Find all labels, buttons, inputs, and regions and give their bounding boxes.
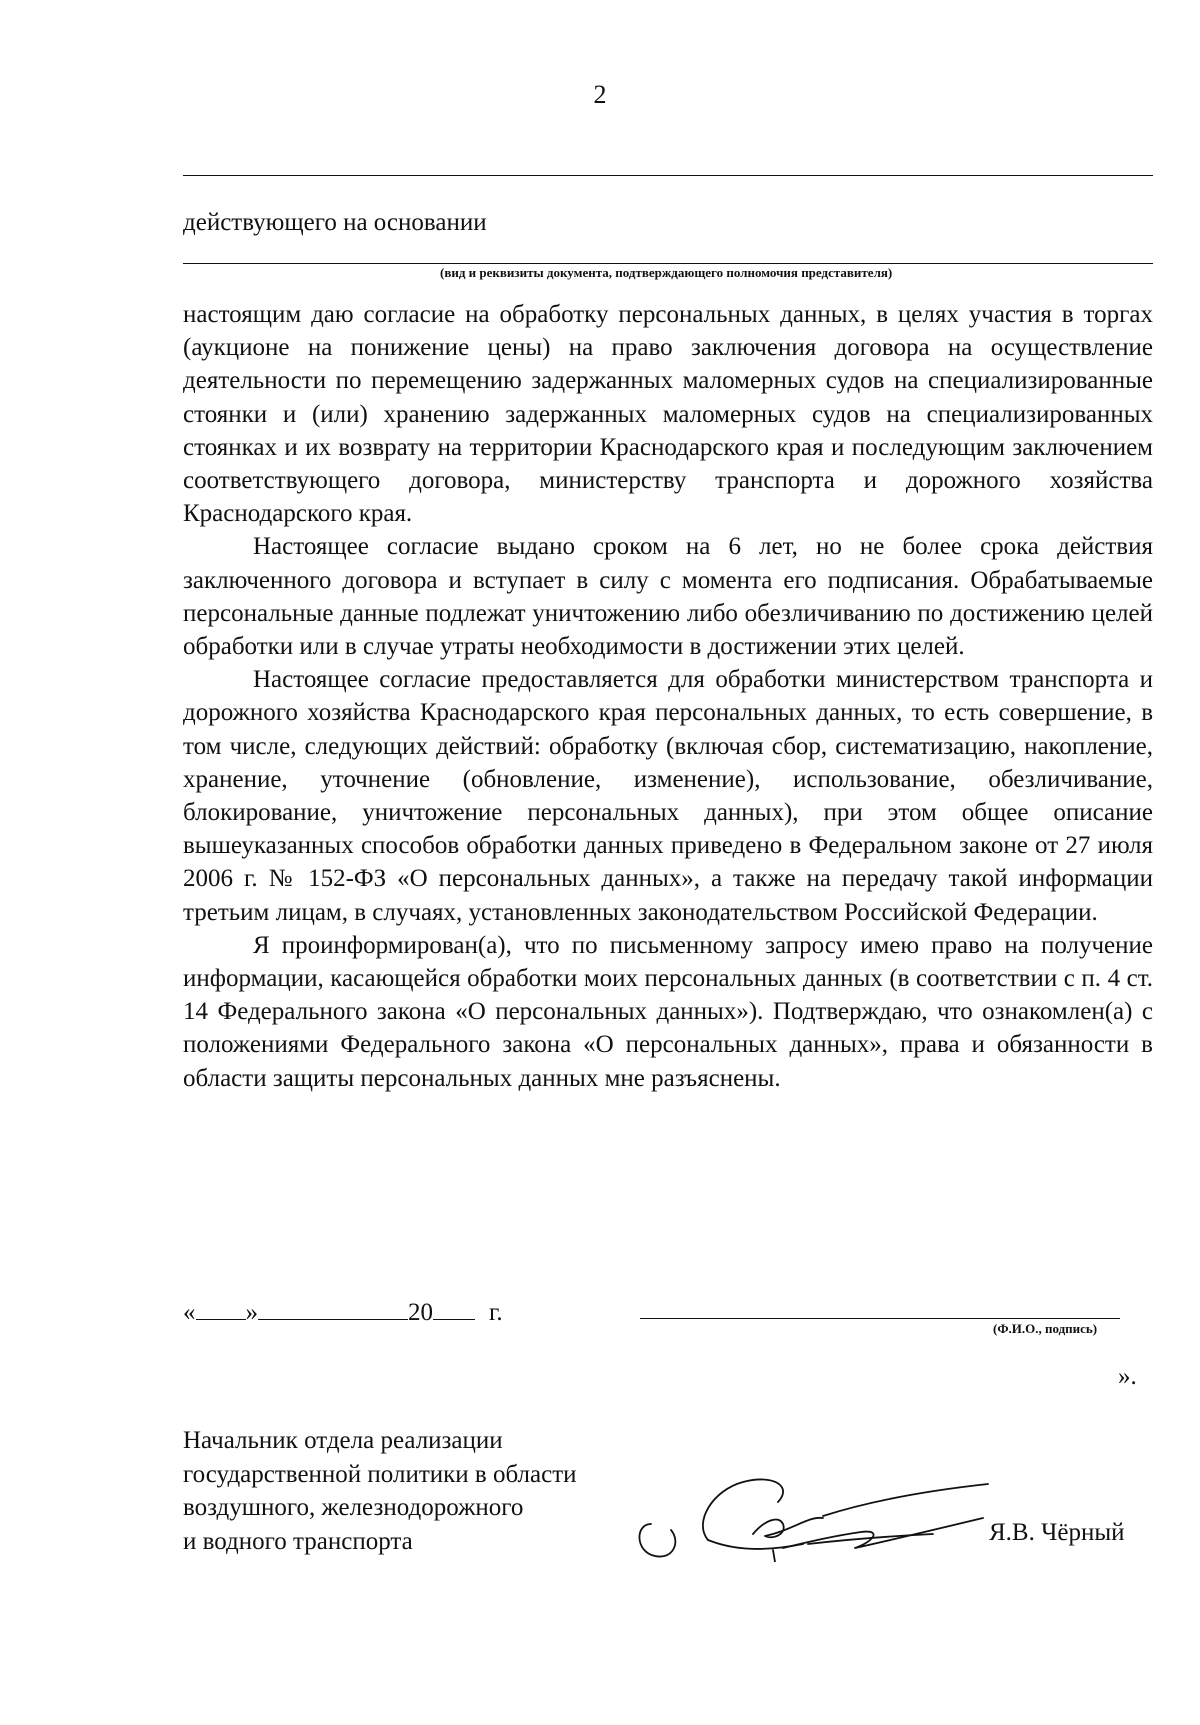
position-line-2: государственной политики в области [183, 1460, 577, 1488]
signature-caption: (Ф.И.О., подпись) [993, 1321, 1098, 1336]
consent-paragraph-3: Настоящее согласие предоставляется для обработки министерством транспорта и дорожного хозяйства Краснодарского края персональных данных, то есть совершение, в том числе, следующих действий: обработку (включая сбор, систематизацию, накопление, хранение, уточнение (обновление, изменение), использование, обезличивание, блокирование, уничтожение персональных данных), при этом общее описание вышеуказанных способов обработки данных приведено в Федеральном законе от 27 июля 2006 г. № 152-ФЗ «О персональных данных», а также на передачу такой информации третьим лицам, в случаях, установленных законодательством Российской Федерации. [183, 666, 1153, 926]
basis-caption: (вид и реквизиты документа, подтверждающего полномочия представителя) [440, 265, 893, 280]
day-blank [196, 1297, 246, 1320]
consent-paragraph-1: настоящим даю согласие на обработку персональных данных, в целях участия в торгах (аукционе на понижение цены) на право заключения договора на осуществление деятельности по перемещению задержанных маломерных судов на специализированные стоянки и (или) хранению задержанных маломерных судов на специализированных стоянках и их возврату на территории Краснодарского края и последующим заключением соответствующего договора, министерству транспорта и дорожного хозяйства Краснодарского края. [183, 301, 1153, 528]
consent-paragraph-4: Я проинформирован(а), что по письменному запросу имею право на получение информации, касающейся обработки моих персональных данных (в соответствии с п. 4 ст. 14 Федерального закона «О персональных данных»). Подтверждаю, что ознакомлен(а) с положениями Федерального закона «О персональных данных», права и обязанности в области защиты персональных данных мне разъяснены. [183, 931, 1153, 1092]
year-suffix: г. [489, 1299, 503, 1326]
official-position [183, 1424, 577, 1558]
handwritten-signature [633, 1452, 1003, 1562]
position-line-3: воздушного, железнодорожного [183, 1494, 524, 1521]
position-line-4: и водного транспорта [183, 1527, 413, 1555]
date-open-quote: « [183, 1299, 196, 1326]
signer-name: Я.В. Чёрный [989, 1519, 1125, 1546]
signature-line [640, 1318, 1120, 1319]
closing-quote: ». [1118, 1363, 1137, 1390]
date-field [183, 1297, 503, 1327]
basis-text: действующего на основании [183, 209, 487, 236]
year-prefix: 20 [408, 1299, 433, 1326]
position-line-1: Начальник отдела реализации [183, 1427, 503, 1454]
month-blank [258, 1297, 408, 1320]
date-close-quote: » [245, 1299, 258, 1326]
page-number: 2 [593, 80, 607, 109]
representative-name-line [183, 175, 1153, 176]
consent-body [183, 298, 1153, 1095]
consent-paragraph-2: Настоящее согласие выдано сроком на 6 лет, но не более срока действия заключенного договора и вступает в силу с момента его подписания. Обрабатываемые персональные данные подлежат уничтожению либо обезличиванию по достижению целей обработки или в случае утраты необходимости в достижении этих целей. [183, 533, 1153, 661]
basis-document-line [183, 263, 1153, 264]
year-blank [433, 1297, 475, 1320]
